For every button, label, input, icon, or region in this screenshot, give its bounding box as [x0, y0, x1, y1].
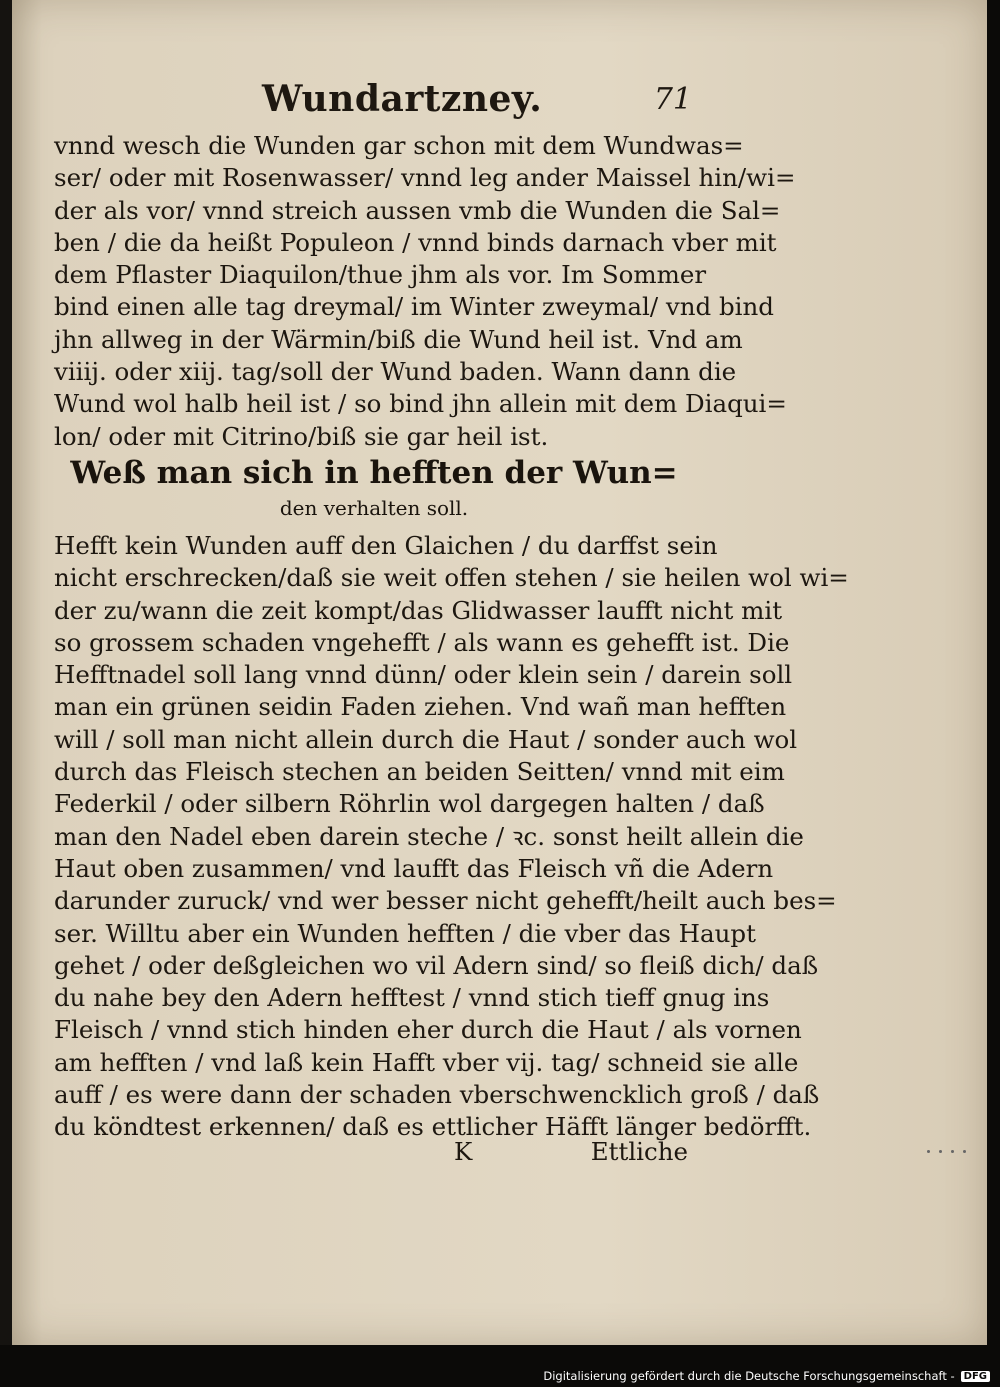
- text-line: ser. Willtu aber ein Wunden hefften / die vber das Haupt: [54, 918, 756, 948]
- text-line: Haut oben zusammen/ vnd laufft das Fleisch vñ die Adern: [54, 853, 774, 883]
- text-line: Wund wol halb heil ist / so bind jhn allein mit dem Diaqui=: [54, 389, 787, 419]
- text-line: Hefftnadel soll lang vnnd dünn/ oder klein sein / darein soll: [54, 660, 793, 690]
- text-line: bind einen alle tag dreymal/ im Winter zweymal/ vnd bind: [54, 292, 774, 322]
- text-line: gehet / oder deßgleichen wo vil Adern sind/ so fleiß dich/ daß: [54, 950, 819, 980]
- text-line: jhn allweg in der Wärmin/biß die Wund heil ist. Vnd am: [54, 324, 743, 354]
- text-line: so grossem schaden vngehefft / als wann es gehefft ist. Die: [54, 627, 790, 657]
- heading-line-1: Weß man sich in hefften der Wun=: [70, 455, 678, 491]
- book-page: [12, 0, 987, 1345]
- credit-text: Digitalisierung gefördert durch die Deutsche Forschungsgemeinschaft -: [543, 1369, 955, 1383]
- signature-mark: K: [454, 1137, 473, 1166]
- digitization-credit: [539, 1367, 994, 1385]
- text-line: dem Pflaster Diaquilon/thue jhm als vor. Im Sommer: [54, 260, 707, 290]
- text-line: Fleisch / vnnd stich hinden eher durch die Haut / als vornen: [54, 1015, 802, 1045]
- catchword: Ettliche: [590, 1137, 688, 1166]
- text-line: auff / es were dann der schaden vberschwencklich groß / daß: [54, 1080, 820, 1110]
- paragraph-1: [54, 130, 796, 453]
- margin-specks: [927, 1138, 987, 1146]
- text-line: lon/ oder mit Citrino/biß sie gar heil ist.: [54, 421, 549, 451]
- text-line: man den Nadel eben darein steche / ꝛc. sonst heilt allein die: [54, 821, 804, 851]
- text-line: der zu/wann die zeit kompt/das Glidwasser laufft nicht mit: [54, 595, 783, 625]
- dfg-logo-icon: DFG: [961, 1371, 990, 1382]
- text-line: Federkil / oder silbern Röhrlin wol dargegen halten / daß: [54, 789, 765, 819]
- paragraph-2: [54, 530, 849, 1144]
- text-line: du köndtest erkennen/ daß es ettlicher Häfft länger bedörfft.: [54, 1112, 812, 1142]
- text-line: du nahe bey den Adern hefftest / vnnd stich tieff gnug ins: [54, 983, 770, 1013]
- heading-line-2: den verhalten soll.: [279, 496, 469, 520]
- text-line: nicht erschrecken/daß sie weit offen stehen / sie heilen wol wi=: [54, 563, 849, 593]
- text-line: durch das Fleisch stechen an beiden Seitten/ vnnd mit eim: [54, 757, 785, 787]
- running-title: Wundartzney.: [262, 78, 543, 120]
- page-footer-line: [54, 1137, 694, 1171]
- section-heading: [54, 452, 694, 522]
- text-line: ser/ oder mit Rosenwasser/ vnnd leg ander Maissel hin/wi=: [54, 163, 796, 193]
- text-line: Hefft kein Wunden auff den Glaichen / du darffst sein: [54, 531, 718, 560]
- text-line: ben / die da heißt Populeon / vnnd binds darnach vber mit: [54, 227, 777, 257]
- scan-edge-left: [0, 0, 12, 1345]
- text-line: am hefften / vnd laß kein Hafft vber vij. tag/ schneid sie alle: [54, 1047, 799, 1077]
- text-line: viiij. oder xiij. tag/soll der Wund baden. Wann dann die: [54, 357, 737, 387]
- text-line: darunder zuruck/ vnd wer besser nicht gehefft/heilt auch bes=: [54, 886, 837, 916]
- text-line: der als vor/ vnnd streich aussen vmb die Wunden die Sal=: [54, 195, 781, 225]
- text-line: will / soll man nicht allein durch die Haut / sonder auch wol: [54, 724, 798, 754]
- page-header: [262, 78, 692, 128]
- text-line: man ein grünen seidin Faden ziehen. Vnd wañ man hefften: [54, 692, 787, 722]
- page-number: 71: [653, 82, 692, 117]
- text-line: vnnd wesch die Wunden gar schon mit dem Wundwas=: [54, 131, 744, 160]
